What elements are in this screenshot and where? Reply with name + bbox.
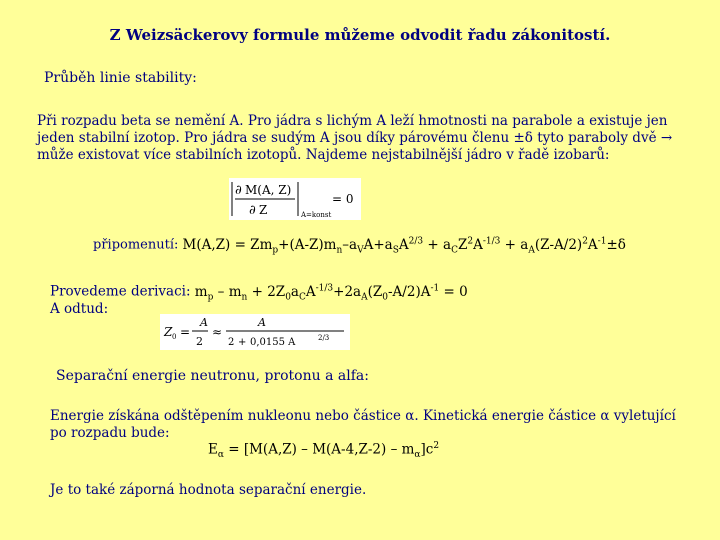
af-b-sub: α xyxy=(414,450,421,461)
mf-j-sup: 2 xyxy=(582,236,588,246)
mf-e: A xyxy=(398,236,409,253)
mf-a: M(A,Z) = Zm xyxy=(182,236,273,253)
remember-line xyxy=(93,236,626,255)
mass-formula xyxy=(182,236,626,256)
df-f: +2a xyxy=(333,283,362,300)
mf-d: A+a xyxy=(363,236,393,253)
eq1-mass: M(A, Z) xyxy=(245,183,292,197)
paragraph1-highlight: se sudým A xyxy=(251,130,330,146)
df-h-sup: -1 xyxy=(430,283,440,293)
eq2-den1: 2 xyxy=(196,335,203,348)
z0-equation-svg xyxy=(160,314,350,350)
eq2-plus: + xyxy=(238,337,247,348)
eq2-den-a: 2 xyxy=(228,337,235,348)
derivative-label: Provedeme derivaci: xyxy=(50,283,191,300)
df-a: m xyxy=(194,283,208,300)
df-i: = 0 xyxy=(439,283,468,300)
paragraph1-text-a: Při rozpadu beta se nemění A. Pro jádra s lichým A leží hmotnosti na parabole a existuje jen jeden stabilní izotop. Pro jádra xyxy=(37,113,668,146)
eq1-rhs: = 0 xyxy=(332,192,354,206)
df-e-sup: -1/3 xyxy=(315,283,334,293)
eq2-den-b-sup: 2/3 xyxy=(318,334,330,342)
af-b: = [M(A,Z) – M(A-4,Z-2) – m xyxy=(223,441,415,458)
stability-heading: Průběh linie stability: xyxy=(44,70,197,86)
mf-d-sub: S xyxy=(392,245,399,256)
slide-title: Z Weizsäckerovy formule můžeme odvodit řadu zákonitostí. xyxy=(109,26,611,44)
mf-i-sub: A xyxy=(528,245,535,256)
mf-i: + a xyxy=(500,236,529,253)
mf-c-sub: V xyxy=(357,245,364,256)
paragraph1-text-b: jsou díky párovému členu ±δ tyto paraboly dvě → může existovat více stabilních izotopů. Najdeme nejstabilnější jádro v řadě izobarů: xyxy=(37,130,673,163)
eq2-num2: A xyxy=(258,316,266,329)
df-d: a xyxy=(290,283,299,300)
eq2-z-sub: 0 xyxy=(172,333,177,341)
df-g-sub: 0 xyxy=(382,292,388,303)
paragraph-negative-value: Je to také záporná hodnota separační energie. xyxy=(50,482,367,498)
df-h: -A/2)A xyxy=(388,283,431,300)
remember-label: připomenutí: xyxy=(93,237,179,253)
af-a: E xyxy=(208,441,218,458)
af-c-sup: 2 xyxy=(433,441,440,451)
separation-heading: Separační energie neutronu, protonu a alfa: xyxy=(56,368,369,384)
paragraph-separation: Energie získána odštěpením nukleonu nebo částice α. Kinetická energie částice α vyletující po rozpadu bude: xyxy=(50,408,676,441)
eq1-denominator-z: Z xyxy=(259,203,268,217)
paragraph-beta-decay xyxy=(37,113,687,164)
df-b-sub: n xyxy=(241,292,248,303)
eq1-partial-top: ∂ xyxy=(235,183,242,198)
mf-j: (Z-A/2) xyxy=(534,236,583,253)
df-g: (Z xyxy=(367,283,383,300)
mf-f: + a xyxy=(423,236,452,253)
mf-e-sup: 2/3 xyxy=(408,236,424,246)
eq2-approx: ≈ xyxy=(212,325,223,339)
derivative-equation-image xyxy=(229,178,361,220)
mf-h: A xyxy=(473,236,483,253)
mf-k-sup: -1 xyxy=(597,236,607,246)
eq2-z: Z xyxy=(164,325,173,339)
eq1-partial-bottom: ∂ xyxy=(249,203,256,218)
z0-equation-image xyxy=(160,314,350,350)
mf-k: A xyxy=(587,236,598,253)
derivative-equation-svg xyxy=(229,178,361,220)
df-d-sub: C xyxy=(298,292,306,303)
eq2-num1: A xyxy=(200,316,208,329)
eq2-equals: = xyxy=(180,325,191,339)
df-e: A xyxy=(305,283,316,300)
derivative-formula xyxy=(194,283,468,303)
df-c-sub: 0 xyxy=(285,292,291,303)
mf-f-sub: C xyxy=(451,245,458,256)
mf-c: –a xyxy=(342,236,358,253)
mf-h-sup: -1/3 xyxy=(482,236,501,246)
df-b: – m xyxy=(213,283,242,300)
df-f-sub: A xyxy=(361,292,368,303)
odtud-label: A odtud: xyxy=(50,301,109,317)
mf-a-sub: p xyxy=(272,245,279,256)
mf-b: +(A-Z)m xyxy=(278,236,337,253)
alpha-energy-formula xyxy=(208,441,439,460)
af-a-sub: α xyxy=(217,450,224,461)
derivative-line xyxy=(50,283,468,302)
mf-l: ±δ xyxy=(606,236,626,253)
eq1-subscript: A=konst xyxy=(301,211,332,219)
eq2-den-b: 0,0155 A xyxy=(250,337,296,348)
mf-g: Z xyxy=(457,236,468,253)
mf-b-sub: n xyxy=(336,245,343,256)
af-c: ]c xyxy=(420,441,434,458)
mf-g-sup: 2 xyxy=(467,236,474,246)
df-c: + 2Z xyxy=(247,283,286,300)
df-a-sub: p xyxy=(207,292,214,303)
